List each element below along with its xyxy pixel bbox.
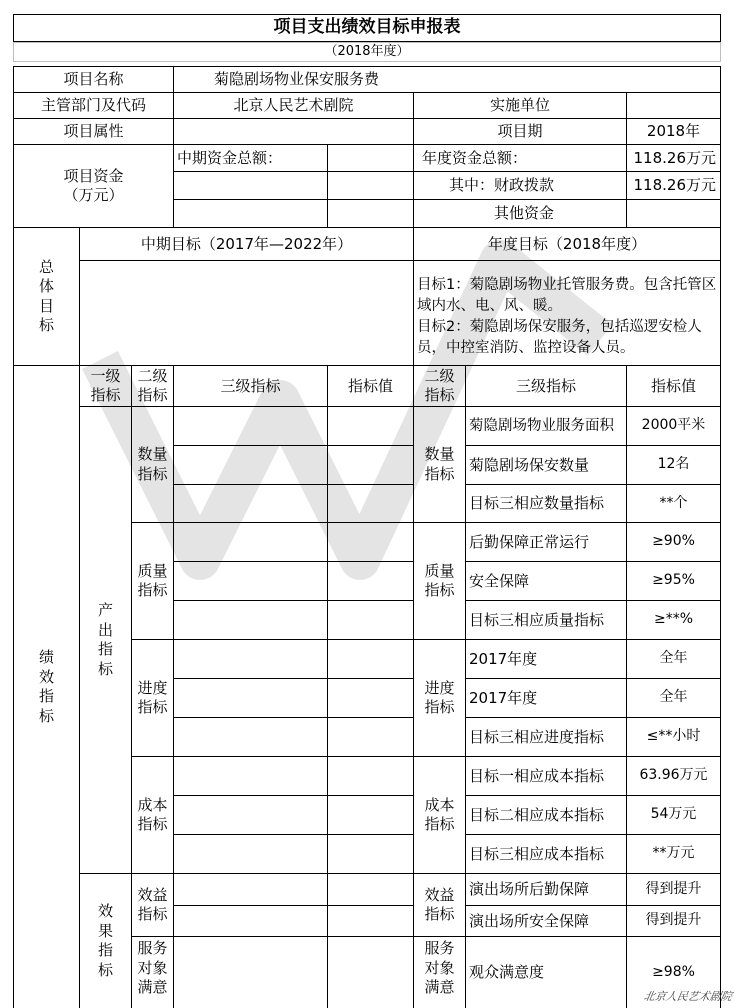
benefit-group-left: 效益 指标 bbox=[131, 873, 174, 937]
progress-group-right: 进度 指标 bbox=[413, 639, 466, 757]
mid-goal-content bbox=[79, 260, 414, 366]
indicator-name: 2017年度 bbox=[465, 639, 627, 679]
empty-cell bbox=[327, 639, 414, 679]
level2-header-right: 二级 指标 bbox=[413, 365, 466, 407]
empty-cell bbox=[173, 445, 328, 485]
empty-cell bbox=[327, 834, 414, 874]
project-period-label: 项目期 bbox=[413, 118, 627, 145]
mid-total-label: 中期资金总额： bbox=[173, 144, 328, 172]
indicator-name: 目标三相应进度指标 bbox=[465, 717, 627, 757]
cost-group-left: 成本 指标 bbox=[131, 756, 174, 874]
indicator-value: ≥95% bbox=[626, 561, 721, 601]
indicator-value: 得到提升 bbox=[626, 905, 721, 937]
indicator-name: 目标三相应数量指标 bbox=[465, 484, 627, 523]
empty-cell bbox=[173, 756, 328, 796]
indicator-name: 观众满意度 bbox=[465, 936, 627, 1008]
project-attr-label: 项目属性 bbox=[13, 118, 174, 145]
empty-cell bbox=[173, 834, 328, 874]
form-subtitle: （2018年度） bbox=[13, 42, 721, 62]
quality-group-left: 质量 指标 bbox=[131, 522, 174, 640]
project-period-value: 2018年 bbox=[626, 118, 721, 145]
fiscal-value: 118.26万元 bbox=[626, 171, 721, 200]
quality-group-right: 质量 指标 bbox=[413, 522, 466, 640]
indicator-value: 63.96万元 bbox=[626, 756, 721, 796]
impl-unit-label: 实施单位 bbox=[413, 92, 627, 119]
indicator-value: 54万元 bbox=[626, 795, 721, 835]
empty-cell bbox=[327, 795, 414, 835]
empty-cell bbox=[327, 522, 414, 562]
annual-total-label: 年度资金总额： bbox=[413, 144, 627, 172]
indicator-value: 2000平米 bbox=[626, 406, 721, 446]
indicator-name: 安全保障 bbox=[465, 561, 627, 601]
cost-group-right: 成本 指标 bbox=[413, 756, 466, 874]
empty-cell bbox=[327, 678, 414, 718]
empty-cell bbox=[173, 561, 328, 601]
overall-goals-label: 总 体 目 标 bbox=[13, 227, 80, 366]
institution-stamp: 北京人民艺术剧院 bbox=[642, 990, 734, 1003]
indicator-value: **万元 bbox=[626, 834, 721, 874]
satisfaction-group-left: 服务 对象 满意 bbox=[131, 936, 174, 1008]
indicator-name: 2017年度 bbox=[465, 678, 627, 718]
empty-cell bbox=[173, 795, 328, 835]
form-title: 项目支出绩效目标申报表 bbox=[13, 14, 721, 42]
empty-cell bbox=[327, 484, 414, 523]
output-indicators-label: 产 出 指 标 bbox=[79, 406, 132, 874]
empty-cell bbox=[173, 639, 328, 679]
annual-goal-content: 目标1：菊隐剧场物业托管服务费。包含托管区域内水、电、风、暖。 目标2：菊隐剧场保安服务，包括巡逻安检人员，中控室消防、监控设备人员。 bbox=[413, 260, 721, 366]
level3-header-right: 三级指标 bbox=[465, 365, 627, 407]
empty-cell bbox=[173, 522, 328, 562]
empty-cell bbox=[173, 905, 328, 937]
value-header-right: 指标值 bbox=[626, 365, 721, 407]
annual-total-value: 118.26万元 bbox=[626, 144, 721, 172]
effect-indicators-label: 效 果 指 标 bbox=[79, 873, 132, 1008]
level1-header: 一级 指标 bbox=[79, 365, 132, 407]
mid-goal-header: 中期目标（2017年—2022年） bbox=[79, 227, 414, 261]
empty-cell bbox=[327, 561, 414, 601]
indicator-name: 后勤保障正常运行 bbox=[465, 522, 627, 562]
empty-cell bbox=[173, 484, 328, 523]
indicator-value: 全年 bbox=[626, 639, 721, 679]
empty-cell bbox=[327, 717, 414, 757]
level2-header-left: 二级 指标 bbox=[131, 365, 174, 407]
empty-cell bbox=[173, 873, 328, 906]
indicator-value: ≥**% bbox=[626, 600, 721, 640]
empty-cell bbox=[327, 756, 414, 796]
indicator-value: ≥90% bbox=[626, 522, 721, 562]
empty-cell bbox=[327, 445, 414, 485]
progress-group-left: 进度 指标 bbox=[131, 639, 174, 757]
quantity-group-right: 数量 指标 bbox=[413, 406, 466, 523]
empty-cell bbox=[173, 936, 328, 1008]
funds-label: 项目资金 （万元） bbox=[13, 144, 174, 228]
indicator-name: 目标三相应质量指标 bbox=[465, 600, 627, 640]
empty-cell bbox=[327, 600, 414, 640]
empty-cell bbox=[327, 873, 414, 906]
indicator-value: ≥98% bbox=[626, 936, 721, 1008]
other-funds-value bbox=[626, 199, 721, 228]
indicator-name: 菊隐剧场保安数量 bbox=[465, 445, 627, 485]
mid-total-value bbox=[327, 144, 414, 172]
indicator-name: 菊隐剧场物业服务面积 bbox=[465, 406, 627, 446]
satisfaction-group-right: 服务 对象 满意 bbox=[413, 936, 466, 1008]
other-funds-label: 其他资金 bbox=[413, 199, 627, 228]
mid-fund-value-3 bbox=[327, 199, 414, 228]
empty-cell bbox=[173, 600, 328, 640]
dept-value: 北京人民艺术剧院 bbox=[173, 92, 414, 119]
indicator-value: 得到提升 bbox=[626, 873, 721, 906]
mid-fund-row-3 bbox=[173, 199, 328, 228]
empty-cell bbox=[327, 406, 414, 446]
project-name-value: 菊隐剧场物业保安服务费 bbox=[173, 66, 721, 93]
indicator-name: 目标一相应成本指标 bbox=[465, 756, 627, 796]
impl-unit-value bbox=[626, 92, 721, 119]
empty-cell bbox=[173, 717, 328, 757]
empty-cell bbox=[327, 936, 414, 1008]
indicator-name: 演出场所后勤保障 bbox=[465, 873, 627, 906]
indicator-name: 目标三相应成本指标 bbox=[465, 834, 627, 874]
value-header-left: 指标值 bbox=[327, 365, 414, 407]
dept-label: 主管部门及代码 bbox=[13, 92, 174, 119]
project-name-label: 项目名称 bbox=[13, 66, 174, 93]
empty-cell bbox=[173, 678, 328, 718]
indicator-value: 全年 bbox=[626, 678, 721, 718]
fiscal-label: 其中：财政拨款 bbox=[413, 171, 627, 200]
level3-header-left: 三级指标 bbox=[173, 365, 328, 407]
benefit-group-right: 效益 指标 bbox=[413, 873, 466, 937]
indicator-value: ≤**小时 bbox=[626, 717, 721, 757]
empty-cell bbox=[173, 406, 328, 446]
indicator-value: **个 bbox=[626, 484, 721, 523]
mid-fund-value-2 bbox=[327, 171, 414, 200]
annual-goal-header: 年度目标（2018年度） bbox=[413, 227, 721, 261]
empty-cell bbox=[327, 905, 414, 937]
indicator-value: 12名 bbox=[626, 445, 721, 485]
indicator-name: 演出场所安全保障 bbox=[465, 905, 627, 937]
performance-indicators-label: 绩 效 指 标 bbox=[13, 365, 80, 1008]
mid-fund-row-2 bbox=[173, 171, 328, 200]
indicator-name: 目标二相应成本指标 bbox=[465, 795, 627, 835]
quantity-group-left: 数量 指标 bbox=[131, 406, 174, 523]
project-attr-value bbox=[173, 118, 414, 145]
